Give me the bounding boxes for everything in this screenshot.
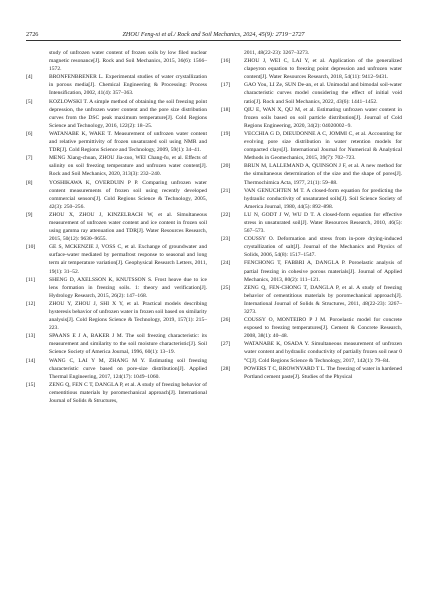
reference-text: ZENG Q, FEN C T, DANGLA P, et al. A study of freezing behavior of cementitious materials by poromechanical approach[J]. International Journal of Solids & Structures, bbox=[49, 381, 207, 405]
reference-text: BRUN M, LALLEMAND A, QUINSON J F, et al. A new method for the simultaneous determination of the size and the shape of pores[J]. Thermochimica Acta, 1977, 21(1): 59–88. bbox=[244, 163, 402, 186]
reference-item bbox=[221, 162, 402, 186]
reference-text: GE S, MCKENZIE J, VOSS C, et al. Exchange of groundwater and surface-water mediated by permafrost response to seasonal and long term air temperature variation[J]. Geophysical Research Letters, 2011, 19(1): 31–52. bbox=[49, 244, 207, 275]
reference-text: LU N, GODT J W, WU D T. A closed-form equation for effective stress in unsaturated soil[J]. Water Resources Research, 2010, 46(5): 567–573. bbox=[244, 211, 402, 235]
reference-text: ZENG Q, FEN-CHONG T, DANGLA P, et al. A study of freezing behavior of cementitious materials by poromechanical approach[J]. International Journal of Solids & Structures, 2011, 48(22-23): 3267–3273. bbox=[244, 284, 402, 315]
reference-text: BRONFENBRENER L. Experimental studies of water crystallization in porous media[J]. Chemical Engineering & Processing: Process Intensification, 2002, 41(4): 357–363. bbox=[49, 74, 207, 97]
reference-text: COUSSY O, MONTEIRO P J M. Poroelastic model for concrete exposed to freezing temperatures[J]. Cement & Concrete Research, 2008, 38(1): 40–48. bbox=[244, 317, 402, 340]
reference-text: GAO You, LI Ze, SUN De-an, et al. Unimodal and bimodal soil-water characteristic curves model considering the effect of initial void ratio[J]. Rock and Soil Mechanics, 2022, 43(6): 1441–1452. bbox=[244, 82, 402, 105]
reference-item bbox=[26, 211, 207, 243]
reference-number: [18] bbox=[221, 106, 231, 113]
reference-item bbox=[221, 81, 402, 105]
reference-item bbox=[221, 106, 402, 130]
reference-text: 2011, 48(22-23): 3267–3273. bbox=[244, 50, 310, 56]
reference-number: [23] bbox=[221, 236, 231, 243]
reference-number: [26] bbox=[221, 317, 231, 324]
reference-item bbox=[26, 73, 207, 97]
page-number: 2726 bbox=[26, 31, 39, 38]
reference-list-right bbox=[221, 49, 402, 381]
reference-number: [22] bbox=[221, 211, 231, 218]
reference-number: [15] bbox=[26, 381, 36, 388]
reference-number: [6] bbox=[26, 130, 33, 137]
reference-number: [25] bbox=[221, 284, 231, 291]
reference-number: [8] bbox=[26, 179, 33, 186]
reference-number: [27] bbox=[221, 341, 231, 348]
reference-number: [16] bbox=[221, 58, 231, 65]
reference-text: FENCHONG T, FABBRI A, DANGLA P. Poroelastic analysis of partial freezing in cohesive porous materials[J]. Journal of Applied Mechanics, 2013, 80(2): 111–121. bbox=[244, 260, 402, 283]
reference-text: VECCHIA G D, DIEUDONNE A C, JOMMI C, et al. Accounting for evolving pore size distribution in water retention models for compacted clays[J]. International Journal for Numerical & Analytical Methods in Geomechanics, 2015, 39(7): 702–723. bbox=[244, 130, 402, 162]
reference-text: ZHOU X, ZHOU J, KINZELBACH W, et al. Simultaneous measurement of unfrozen water content and ice content in frozen soil using gamma ray attenuation and TDR[J]. Water Resources Research, 2015, 50(12): 9630–9655. bbox=[49, 211, 207, 243]
reference-item bbox=[221, 365, 402, 381]
page-header bbox=[26, 29, 401, 41]
reference-text: WATANABE K, OSADA Y. Simultaneous measurement of unfrozen water content and hydraulic conductivity of partially frozen soil near 0 °C[J]. Cold Regions Science & Technology, 2017, 142(1): 79–84. bbox=[244, 341, 402, 364]
reference-list-left bbox=[26, 49, 207, 405]
reference-text: VAN GENUCHTEN M T. A closed-form equation for predicting the hydraulic conductivity of unsaturated soils[J]. Soil Science Society of America Journal, 1980, 44(5): 892–898. bbox=[244, 187, 402, 210]
reference-number: [4] bbox=[26, 74, 33, 81]
reference-item bbox=[26, 154, 207, 178]
reference-text: ZHOU J, WEI C, LAI Y, et al. Application of the generalized clapeyron equation to freezing point depression and unfrozen water content[J]. Water Resources Research, 2018, 54(11): 9412–9431. bbox=[244, 58, 402, 81]
reference-number: [17] bbox=[221, 82, 231, 89]
reference-number: [11] bbox=[26, 276, 36, 283]
reference-item bbox=[221, 130, 402, 162]
reference-number: [20] bbox=[221, 163, 231, 170]
reference-text: SPAANS E J A, BAKER J M. The soil freezing characteristic: its measurement and similarity to the soil moisture characteristic[J]. Soil Science Society of America Journal, 1996, 60(1): 13–19. bbox=[49, 333, 207, 356]
reference-item bbox=[26, 49, 207, 73]
reference-item bbox=[26, 357, 207, 381]
reference-text: POWERS T C, BROWNYARD T L. The freezing of water in hardened Portland cement paste[J]. Studies of the Physical bbox=[244, 365, 403, 380]
reference-number: [5] bbox=[26, 98, 33, 105]
reference-number: [28] bbox=[221, 365, 231, 372]
reference-text: WANG C, LAI Y M, ZHANG M Y. Estimating soil freezing characteristic curve based on pore-size distribution[J]. Applied Thermal Engineering, 2017, 124(17): 1049–1060. bbox=[49, 357, 207, 380]
reference-text: study of unfrozen water content of frozen soils by low filed nuclear magnetic resonance[J]. Rock and Soil Mechanics, 2015, 36(6): 1566–1572. bbox=[49, 50, 207, 73]
running-title: ZHOU Feng-xi et al./ Rock and Soil Mechanics, 2024, 45(9): 2719−2727 bbox=[122, 31, 305, 38]
reference-number: [12] bbox=[26, 300, 36, 307]
reference-text: YOSHIKAWA K, OVERDUIN P P. Comparing unfrozen water content measurements of frozen soil using recently developed commercial sensors[J]. Cold Regions Science & Technology, 2005, 42(3): 250–256. bbox=[49, 179, 207, 210]
reference-item bbox=[26, 130, 207, 154]
reference-item bbox=[221, 284, 402, 316]
reference-number: [13] bbox=[26, 333, 36, 340]
reference-item bbox=[26, 276, 207, 300]
reference-text: COUSSY O. Deformation and stress from in-pore drying-induced crystallization of salt[J]. Journal of the Mechanics and Physics of Solids, 2006, 54(8): 1517–1547. bbox=[244, 236, 402, 259]
reference-number: [9] bbox=[26, 211, 33, 218]
reference-item bbox=[221, 57, 402, 81]
reference-number: [21] bbox=[221, 187, 231, 194]
reference-text: WATANABE K, WAKE T. Measurement of unfrozen water content and relative permittivity of frozen unsaturated soil using NMR and TDR[J]. Cold Regions Science and Technology, 2009, 59(1): 34–41. bbox=[49, 130, 207, 154]
reference-item bbox=[26, 381, 207, 405]
reference-item bbox=[221, 235, 402, 259]
reference-item bbox=[221, 187, 402, 211]
reference-number: [7] bbox=[26, 155, 33, 162]
reference-item bbox=[221, 211, 402, 235]
reference-item bbox=[26, 332, 207, 356]
reference-item bbox=[221, 49, 402, 57]
reference-number: [14] bbox=[26, 357, 36, 364]
reference-text: KOZLOWSKI T. A simple method of obtaining the soil freezing point depression, the unfrozen water content and the pore size distribution curves from the DSC peak maximum temperature[J]. Cold Regions Science and Technology, 2016, 122(2): 18–25. bbox=[49, 98, 207, 129]
reference-text: SHENG D, AXELSSON K, KNUTSSON S. Frost heave due to ice lens formation in freezing soils. 1: theory and verification[J]. Hydrology Research, 2015, 26(2): 147–168. bbox=[49, 276, 207, 299]
reference-number: [19] bbox=[221, 130, 231, 137]
reference-item bbox=[26, 98, 207, 130]
reference-item bbox=[221, 340, 402, 364]
reference-item bbox=[26, 243, 207, 275]
reference-item bbox=[221, 316, 402, 340]
reference-number: [24] bbox=[221, 260, 231, 267]
reference-text: QIU E, WAN X, QU M, et al. Estimating unfrozen water content in frozen soils based on soil particle distribution[J]. Journal of Cold Regions Engineering, 2020, 34(2): 04020002−9. bbox=[244, 106, 402, 129]
reference-text: MENG Xiang-chuan, ZHOU Jia-zuo, WEI Chang-fu, et al. Effects of salinity on soil freezing temperature and unfrozen water content[J]. Rock and Soil Mechanics, 2020, 313(3): 232–240. bbox=[49, 155, 207, 178]
reference-text: ZHOU Y, ZHOU J, SHI X Y, et al. Practical models describing hysteresis behavior of unfrozen water in frozen soil based on similarity analysis[J]. Cold Regions Science & Technology, 2019, 157(1): 215–223. bbox=[49, 300, 207, 332]
reference-number: [10] bbox=[26, 244, 36, 251]
reference-item bbox=[26, 300, 207, 332]
reference-item bbox=[26, 179, 207, 211]
reference-item bbox=[221, 259, 402, 283]
